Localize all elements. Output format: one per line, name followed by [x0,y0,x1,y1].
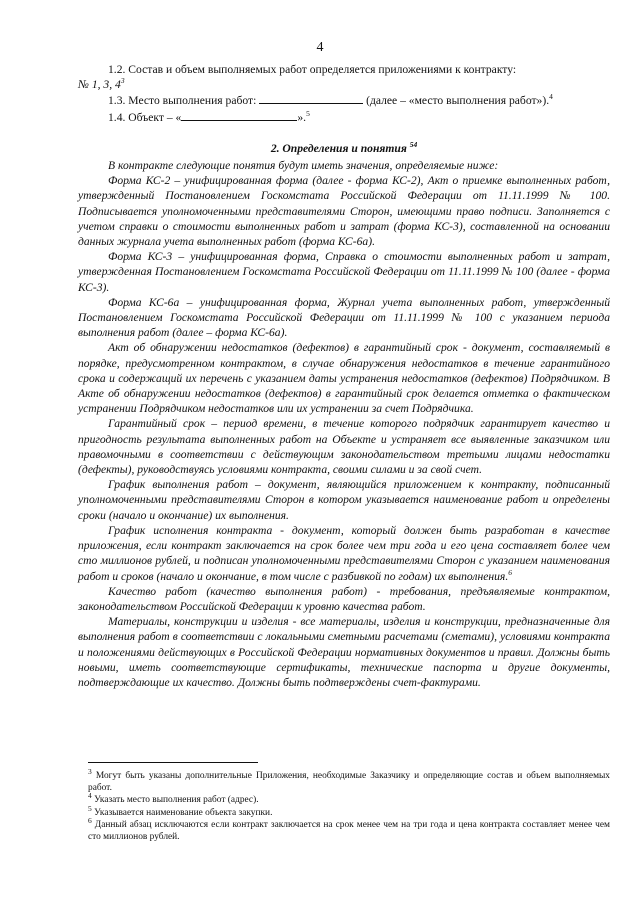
clause-1-4 [78,109,610,125]
footnote-ref-5[interactable]: 5 [306,108,310,118]
execution-schedule-text: График исполнения контракта - документ, который должен быть разработан в качестве приложения, если контракт заключается на срок более чем три года и его цена составляет более чем сто миллионов рублей, и подписан уполномоченными представителями Сторон с указанием наименования работ и сроков (начало и окончание, в том числе с разбивкой по годам) их выполнения. [78,523,610,583]
clause-1-2-refs-text: № 1, 3, 4 [78,78,121,92]
footnote-ref-6[interactable]: 6 [508,567,512,577]
footnote-ref-3[interactable]: 3 [120,76,125,86]
clause-1-4-text-before: Объект – « [125,110,182,124]
clause-1-4-label: 1.4. [108,110,126,124]
clause-1-3-text-before: Место выполнения работ: [125,94,260,108]
definition-ks3: Форма КС-3 – унифицированная форма, Справка о стоимости выполненных работ и затрат, утвержденная Постановлением Госкомстата Российской Федерации от 11.11.1999 № 100 (далее - форма КС-3). [78,250,610,294]
footnote-number: 6 [88,815,92,825]
definition-execution-schedule [78,523,610,584]
footnote-text: Указать место выполнения работ (адрес). [91,795,259,806]
section-title: Определения и понятия [279,141,410,155]
footnote-text: Указывается наименование объекта закупки. [91,807,273,818]
clause-1-2-label: 1.2. [108,63,126,76]
footnote-number: 4 [88,791,92,801]
definition-ks6a: Форма КС-6а – унифицированная форма, Журнал учета выполненных работ, утвержденный Постановлением Госкомстата Российской Федерации от 11.11.1999 № 100 с указанием периода выполнения работ (далее – форма КС-6а). [78,295,610,340]
footnote-text: Данный абзац исключаются если контракт заключается на срок менее чем на три года и цена контракта составляет менее чем сто миллионов рублей. [88,819,610,843]
clause-1-3 [78,92,610,108]
footnote-ref-4[interactable]: 4 [549,92,553,102]
footnote-text: Могут быть указаны дополнительные Приложения, необходимые Заказчику и определяющие состав и объем выполняемых работ. [88,771,610,794]
footnote-4 [88,791,610,806]
section-number: 2. [270,141,280,155]
definition-warranty: Гарантийный срок – период времени, в течение которого подрядчик гарантирует качество и пригодность результата выполненных работ на Объекте и устраняет все выявленные заказчиком или правомочными в соответствии с действующим законодательством третьими лицами недостатки (дефекты), руководствуясь условиями контракта, своими силами и за свой счет. [78,417,610,477]
footnote-separator [88,762,258,763]
definition-defects-act: Акт об обнаружении недостатков (дефектов) в гарантийный срок - документ, составляемый в порядке, предусмотренном контрактом, в случае обнаружения недостатков в течение гарантийного срока и содержащий их перечень с указанием даты устранения недостатков (дефектов) Подрядчиком. В Акте об обнаружении недостатков (дефектов) в гарантийный срок делается отметка о фактическом устранении Подрядчиком недостатков или их устранении за счет Подрядчика. [78,341,610,416]
footnote-6 [88,815,610,843]
section-heading [78,141,610,156]
definition-materials: Материалы, конструкции и изделия - все материалы, изделия и конструкции, предназначенные для выполнения работ в соответствии с локальными сметными расчетами (сметами), условиями контракта и положениями действующих в Российской Федерации нормативных документов и правил. Должны быть новыми, иметь соответствующие сертификаты, технические паспорта и другие документы, подтверждающие их качество. Должны быть подтверждены счет-фактурами. [78,615,610,689]
clause-1-2-refs [78,77,610,92]
clause-1-4-text-after: ». [297,110,307,124]
blank-line-place [259,92,363,104]
intro-paragraph: В контракте следующие понятия будут иметь значения, определяемые ниже: [108,159,499,173]
definition-ks2: Форма КС-2 – унифицированная форма (далее - форма КС-2), Акт о приемке выполненных работ, утвержденный Постановлением Госкомстата Российской Федерации от 11.11.1999 № 100. Подписывается уполномоченными представителями Сторон, имеющими право подписи. Заполняется с учетом справки о стоимости выполненных работ и затрат (форма КС-3), составленной на основании данных журнала учета выполненных работ (форма КС-6а). [78,174,610,249]
footnotes [88,766,610,843]
clause-1-3-label: 1.3. [108,94,126,108]
clause-1-2 [78,62,610,77]
footnote-5 [88,803,610,819]
clause-1-3-text-after: (далее – «место выполнения работ»). [363,94,550,108]
definition-schedule: График выполнения работ – документ, являющийся приложением к контракту, подписанный уполномоченными представителями Сторон в котором указывается наименование работ и определены сроки (начало и окончание) их выполнения. [78,478,610,522]
blank-line-object [181,109,297,121]
clause-1-2-text: Состав и объем выполняемых работ определяется приложениями к контракту: [125,63,517,76]
footnote-number: 3 [88,766,92,776]
footnote-number: 5 [88,803,92,813]
footnote-ref-54[interactable]: 54 [409,139,418,149]
definition-quality: Качество работ (качество выполнения работ) - требования, предъявляемые контрактом, законодательством Российской Федерации к уровню качества работ. [78,584,610,613]
document-body [78,62,610,690]
footnote-3 [88,766,610,794]
page-number: 4 [316,40,324,55]
